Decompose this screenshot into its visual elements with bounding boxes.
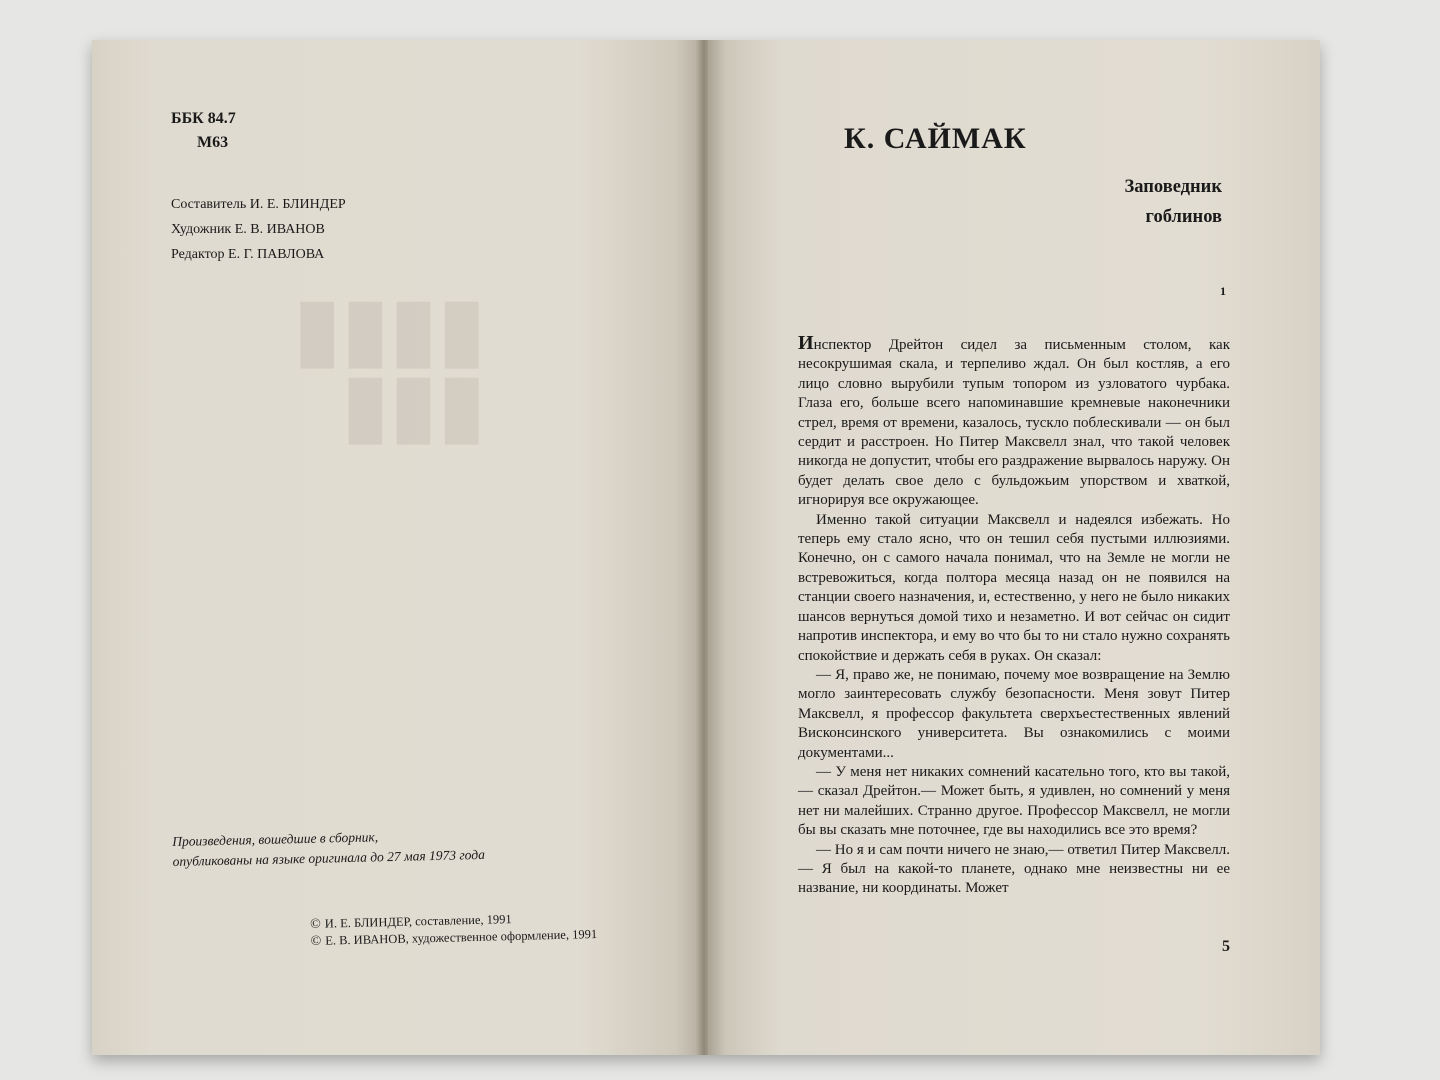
page-number: 5 — [1222, 938, 1230, 955]
copyright-text: И. Е. БЛИНДЕР, составление, 1991 — [324, 912, 512, 931]
open-book — [92, 40, 1320, 1055]
paragraph-text: нспектор Дрейтон сидел за письменным столом, как несокрушимая скала, и терпеливо ждал. Он был костляв, а его лицо словно вырубили тупым топором из узловатого чурбака. Глаза его, больше всего напоминавшие кремневые наконечники стрел, время от времени, казалось, тускло поблескивали — он был сердит и расстроен. Но Питер Максвелл знал, что такой человек никогда не допустит, чтобы его раздражение вырвалось наружу. Он будет делать свое дело с бульдожьим упорством и хваткой, игнорируя все окружающее. — [798, 337, 1230, 509]
story-title-line: Заповедник — [1124, 177, 1222, 197]
credit-editor: Редактор Е. Г. ПАВЛОВА — [171, 247, 325, 262]
paragraph — [798, 334, 1230, 511]
show-through-print: ▮▮▮▮ ▮▮▮ — [292, 281, 485, 451]
bbk-author-code: М63 — [197, 134, 229, 151]
paragraph: — Но я и сам почти ничего не знаю,— ответил Питер Максвелл.— Я был на какой-то планете, однако мне неизвестны ни ее название, ни координаты. Может — [798, 841, 1230, 897]
paragraph: — У меня нет никаких сомнений касательно того, кто вы такой,— сказал Дрейтон.— Может быть, я удивлен, но сомнений у меня нет ни малейших. Странно другое. Профессор Максвелл, не могли бы вы сказать мне поточнее, где вы находились все это время? — [798, 763, 1230, 839]
bbk-block — [171, 107, 236, 155]
copyright-block — [310, 909, 597, 950]
bbk-index: ББК 84.7 — [171, 110, 236, 127]
right-page — [708, 40, 1320, 1055]
credit-compiler: Составитель И. Е. БЛИНДЕР — [171, 197, 346, 212]
chapter-number: 1 — [1220, 284, 1226, 298]
paragraph: — Я, право же, не понимаю, почему мое возвращение на Землю могло заинтересовать службу безопасности. Меня зовут Питер Максвелл, я профессор факультета сверхъестественных явлений Висконсинского университета. Вы ознакомились с моими документами... — [798, 666, 1230, 761]
paragraph: Именно такой ситуации Максвелл и надеялся избежать. Но теперь ему стало ясно, что он тешил себя пустыми иллюзиями. Конечно, он с самого начала понимал, что на Земле не могли не встревожиться, когда полтора месяца назад он не появился на станции своего назначения, и, естественно, у него не было никаких шансов вернуться домой тихо и незаметно. И вот сейчас он сидит напротив инспектора, и ему во что бы то ни стало нужно сохранять спокойствие и держать себя в руках. Он сказал: — [798, 511, 1230, 664]
copyright-icon: © — [310, 916, 322, 932]
note-line: Произведения, вошедшие в сборник, — [172, 829, 379, 849]
copyright-icon: © — [310, 933, 322, 949]
credit-artist: Художник Е. В. ИВАНОВ — [171, 222, 325, 237]
publication-note — [172, 825, 485, 872]
copyright-text: Е. В. ИВАНОВ, художественное оформление, 1991 — [325, 926, 598, 948]
story-title-line: гоблинов — [1145, 207, 1222, 227]
author-name: К. САЙМАК — [844, 122, 1027, 155]
note-line: опубликованы на языке оригинала до 27 мая 1973 года — [172, 846, 486, 869]
credits-list — [171, 192, 346, 267]
story-title — [1124, 172, 1222, 232]
left-page — [92, 40, 700, 1055]
initial-letter: И — [798, 332, 814, 354]
body-text — [798, 334, 1230, 899]
